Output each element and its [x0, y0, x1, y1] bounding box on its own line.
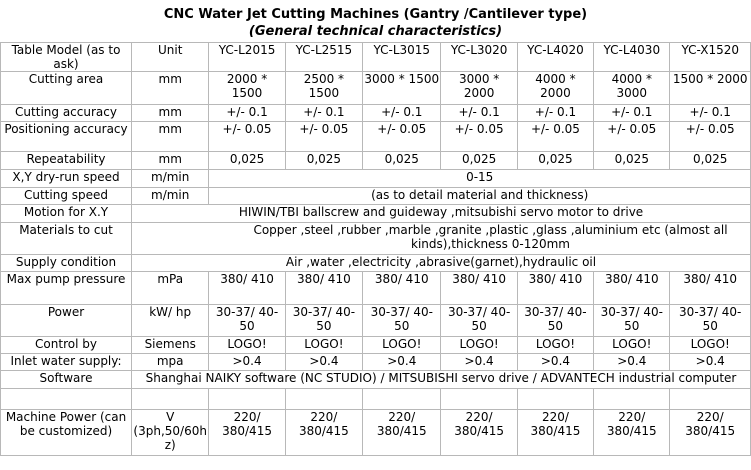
value-cell: +/- 0.05 — [441, 122, 517, 152]
value-cell: LOGO! — [285, 337, 362, 354]
header-model: YC-L4030 — [594, 43, 670, 72]
value-cell: LOGO! — [670, 337, 751, 354]
value-cell: 380/ 410 — [209, 272, 285, 305]
param-label: Max pump pressure — [1, 272, 132, 305]
value-cell: +/- 0.1 — [594, 105, 670, 122]
param-label: Software — [1, 371, 132, 389]
param-label: Machine Power (can be customized) — [1, 410, 132, 456]
table-row-software — [1, 371, 751, 389]
param-label: Control by — [1, 337, 132, 354]
value-cell: +/- 0.05 — [594, 122, 670, 152]
param-label: Inlet water supply: — [1, 354, 132, 371]
param-label: Repeatability — [1, 152, 132, 170]
value-cell: 0,025 — [594, 152, 670, 170]
merged-value-cell: Copper ,steel ,rubber ,marble ,granite ,plastic ,glass ,aluminium etc (almost all kinds),thickness 0-120mm — [132, 223, 751, 255]
header-model: YC-L2515 — [285, 43, 362, 72]
unit-cell: mm — [132, 72, 209, 105]
table-row-cutting-accuracy — [1, 105, 751, 122]
unit-cell: m/min — [132, 170, 209, 188]
value-cell: 380/ 410 — [363, 272, 441, 305]
merged-value-cell: Shanghai NAIKY software (NC STUDIO) / MITSUBISHI servo drive / ADVANTECH industrial computer — [132, 371, 751, 389]
value-cell: +/- 0.1 — [363, 105, 441, 122]
empty-cell — [209, 389, 285, 410]
table-row-positioning-accuracy — [1, 122, 751, 152]
merged-value-cell: (as to detail material and thickness) — [209, 188, 751, 205]
empty-cell — [132, 389, 209, 410]
value-cell: +/- 0.1 — [209, 105, 285, 122]
header-model: YC-L2015 — [209, 43, 285, 72]
empty-cell — [363, 389, 441, 410]
value-cell: 4000 * 3000 — [594, 72, 670, 105]
header-param: Table Model (as to ask) — [1, 43, 132, 72]
table-row-control — [1, 337, 751, 354]
merged-value-cell: HIWIN/TBI ballscrew and guideway ,mitsubishi servo motor to drive — [132, 205, 751, 223]
empty-cell — [594, 389, 670, 410]
table-row-repeatability — [1, 152, 751, 170]
value-cell: 220/ 380/415 — [209, 410, 285, 456]
value-cell: >0.4 — [594, 354, 670, 371]
value-cell: +/- 0.05 — [670, 122, 751, 152]
empty-cell — [285, 389, 362, 410]
value-cell: 220/ 380/415 — [285, 410, 362, 456]
value-cell: 380/ 410 — [441, 272, 517, 305]
table-row-supply — [1, 255, 751, 272]
table-row-header — [1, 43, 751, 72]
unit-cell: mm — [132, 122, 209, 152]
value-cell: 380/ 410 — [285, 272, 362, 305]
merged-value-cell: 0-15 — [209, 170, 751, 188]
empty-cell — [517, 389, 593, 410]
value-cell: +/- 0.05 — [363, 122, 441, 152]
value-cell: 0,025 — [209, 152, 285, 170]
value-cell: >0.4 — [441, 354, 517, 371]
value-cell: 4000 * 2000 — [517, 72, 593, 105]
document-subtitle: (General technical characteristics) — [248, 24, 503, 39]
value-cell: 380/ 410 — [517, 272, 593, 305]
unit-cell: mpa — [132, 354, 209, 371]
value-cell: 30-37/ 40- 50 — [363, 305, 441, 337]
value-cell: >0.4 — [517, 354, 593, 371]
value-cell: 30-37/ 40- 50 — [285, 305, 362, 337]
header-unit: Unit — [132, 43, 209, 72]
value-cell: LOGO! — [517, 337, 593, 354]
unit-cell: m/min — [132, 188, 209, 205]
value-cell: 2000 * 1500 — [209, 72, 285, 105]
param-label: Cutting speed — [1, 188, 132, 205]
unit-cell: V (3ph,50/60hz) — [132, 410, 209, 456]
value-cell: >0.4 — [363, 354, 441, 371]
value-cell: 0,025 — [517, 152, 593, 170]
unit-cell: mm — [132, 152, 209, 170]
param-label: Materials to cut — [1, 223, 132, 255]
header-model: YC-L4020 — [517, 43, 593, 72]
unit-cell: Siemens — [132, 337, 209, 354]
value-cell: 0,025 — [441, 152, 517, 170]
value-cell: 220/ 380/415 — [517, 410, 593, 456]
value-cell: LOGO! — [441, 337, 517, 354]
table-row-power — [1, 305, 751, 337]
table-row-cutting-area — [1, 72, 751, 105]
value-cell: 3000 * 1500 — [363, 72, 441, 105]
empty-cell — [670, 389, 751, 410]
value-cell: 30-37/ 40- 50 — [517, 305, 593, 337]
value-cell: 30-37/ 40- 50 — [441, 305, 517, 337]
table-row-machine-power — [1, 410, 751, 456]
empty-cell — [1, 389, 132, 410]
value-cell: 2500 * 1500 — [285, 72, 362, 105]
value-cell: 380/ 410 — [670, 272, 751, 305]
value-cell: 220/ 380/415 — [670, 410, 751, 456]
table-row-cutting-speed — [1, 188, 751, 205]
value-cell: 3000 * 2000 — [441, 72, 517, 105]
value-cell: >0.4 — [285, 354, 362, 371]
value-cell: LOGO! — [594, 337, 670, 354]
value-cell: +/- 0.1 — [285, 105, 362, 122]
unit-cell: mm — [132, 105, 209, 122]
value-cell: 220/ 380/415 — [594, 410, 670, 456]
spec-table — [0, 42, 751, 456]
unit-cell: mPa — [132, 272, 209, 305]
value-cell: >0.4 — [670, 354, 751, 371]
value-cell: 220/ 380/415 — [441, 410, 517, 456]
table-row-inlet — [1, 354, 751, 371]
document-title: CNC Water Jet Cutting Machines (Gantry /Cantilever type) — [163, 7, 588, 22]
value-cell: 0,025 — [285, 152, 362, 170]
value-cell: +/- 0.05 — [209, 122, 285, 152]
header-model: YC-L3015 — [363, 43, 441, 72]
value-cell: 30-37/ 40- 50 — [594, 305, 670, 337]
param-label: Cutting area — [1, 72, 132, 105]
value-cell: +/- 0.1 — [517, 105, 593, 122]
table-row-spacer — [1, 389, 751, 410]
header-model: YC-X1520 — [670, 43, 751, 72]
param-label: Cutting accuracy — [1, 105, 132, 122]
value-cell: 30-37/ 40- 50 — [209, 305, 285, 337]
value-cell: 30-37/ 40- 50 — [670, 305, 751, 337]
table-row-materials — [1, 223, 751, 255]
value-cell: +/- 0.05 — [285, 122, 362, 152]
merged-value-cell: Air ,water ,electricity ,abrasive(garnet),hydraulic oil — [132, 255, 751, 272]
value-cell: +/- 0.1 — [441, 105, 517, 122]
value-cell: LOGO! — [363, 337, 441, 354]
value-cell: LOGO! — [209, 337, 285, 354]
table-row-motion — [1, 205, 751, 223]
value-cell: 0,025 — [670, 152, 751, 170]
value-cell: +/- 0.1 — [670, 105, 751, 122]
param-label: Positioning accuracy — [1, 122, 132, 152]
param-label: X,Y dry-run speed — [1, 170, 132, 188]
param-label: Supply condition — [1, 255, 132, 272]
value-cell: 220/ 380/415 — [363, 410, 441, 456]
table-row-max-pump — [1, 272, 751, 305]
header-model: YC-L3020 — [441, 43, 517, 72]
value-cell: 380/ 410 — [594, 272, 670, 305]
table-row-dry-run-speed — [1, 170, 751, 188]
value-cell: >0.4 — [209, 354, 285, 371]
value-cell: +/- 0.05 — [517, 122, 593, 152]
value-cell: 0,025 — [363, 152, 441, 170]
value-cell: 1500 * 2000 — [670, 72, 751, 105]
param-label: Power — [1, 305, 132, 337]
empty-cell — [441, 389, 517, 410]
unit-cell: kW/ hp — [132, 305, 209, 337]
param-label: Motion for X.Y — [1, 205, 132, 223]
